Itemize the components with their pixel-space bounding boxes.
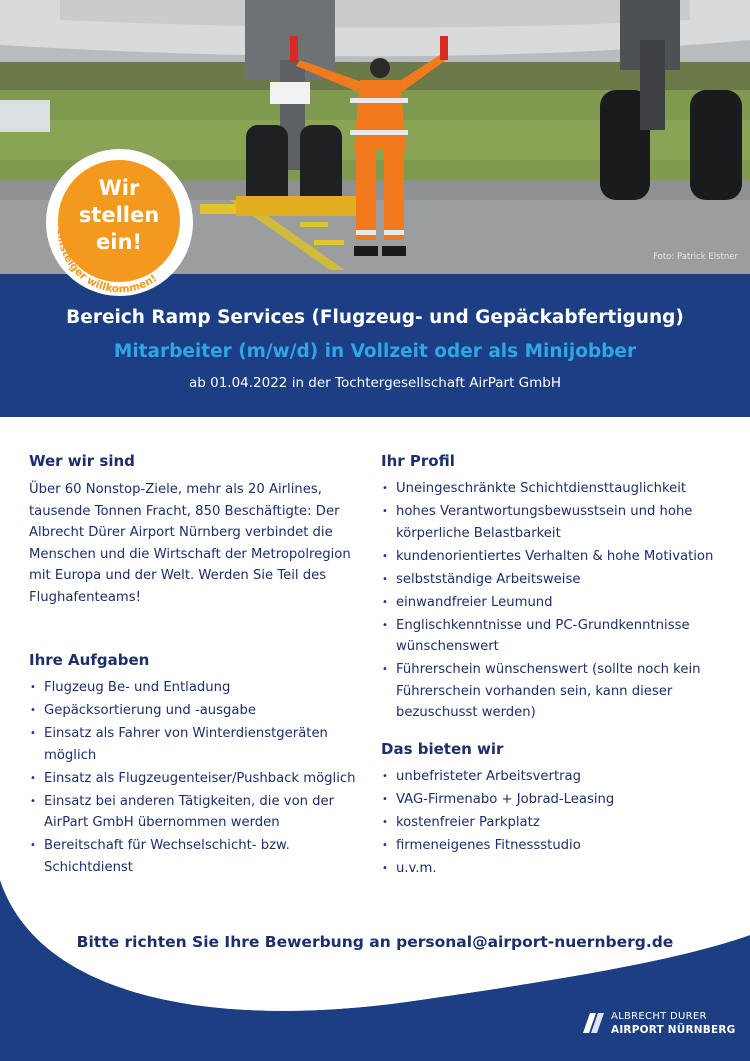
list-item: • kostenfreier Parkplatz <box>381 812 726 834</box>
hiring-badge <box>46 149 193 296</box>
list-item: • Flugzeug Be- und Entladung <box>29 677 364 699</box>
heading-wer-wir-sind: Wer wir sind <box>29 452 135 470</box>
application-cta: Bitte richten Sie Ihre Bewerbung an personal@airport-nuernberg.de <box>76 933 674 951</box>
svg-text:Quereinsteiger willkommen! <box>55 199 160 295</box>
list-item: • kundenorientiertes Verhalten & hohe Motivation <box>381 546 726 568</box>
badge-curved-text <box>46 149 193 296</box>
badge-line-3: ein! <box>96 230 142 254</box>
list-item: • Uneingeschränkte Schichtdiensttauglichkeit <box>381 478 726 500</box>
list-item: • hohes Verantwortungsbewusstsein und hohe körperliche Belastbarkeit <box>381 501 726 544</box>
logo-line-2: AIRPORT NÜRNBERG <box>611 1024 736 1036</box>
list-item: • VAG-Firmenabo + Jobrad-Leasing <box>381 789 726 811</box>
profil-list <box>381 478 726 724</box>
heading-aufgaben: Ihre Aufgaben <box>29 651 150 669</box>
section-aufgaben <box>29 651 364 878</box>
left-column <box>29 452 364 880</box>
section-profil <box>381 452 726 724</box>
photo-credit: Foto: Patrick Elstner <box>653 252 738 262</box>
list-item: • unbefristeter Arbeitsvertrag <box>381 766 726 788</box>
aufgaben-list <box>29 677 364 878</box>
list-item: • Einsatz als Flugzeugenteiser/Pushback möglich <box>29 768 364 790</box>
section-bieten <box>381 740 726 880</box>
section-wer-wir-sind <box>29 452 364 608</box>
list-item: • selbstständige Arbeitsweise <box>381 569 726 591</box>
department-title: Bereich Ramp Services (Flugzeug- und Gepäckabfertigung) <box>66 307 684 328</box>
bieten-list <box>381 766 726 880</box>
airport-logo <box>579 1006 739 1042</box>
heading-profil: Ihr Profil <box>381 452 455 470</box>
heading-bieten: Das bieten wir <box>381 739 504 758</box>
badge-curved-label: Quereinsteiger willkommen! <box>54 199 160 296</box>
list-item: • Englischkenntnisse und PC-Grundkenntnisse wünschenswert <box>381 615 726 658</box>
list-item: • Führerschein wünschenswert (sollte noch kein Führerschein vorhanden sein, kann dieser bezuschusst werden) <box>381 659 726 724</box>
list-item: • u.v.m. <box>381 858 726 880</box>
list-item: • firmeneigenes Fitnessstudio <box>381 835 726 857</box>
intro-text: Über 60 Nonstop-Ziele, mehr als 20 Airlines, tausende Tonnen Fracht, 850 Beschäftigte: Der Albrecht Dürer Airport Nürnberg verbindet die Menschen und die Wirtschaft der Metropolregion mit Europa und der Welt. Werden Sie Teil des Flughafenteams! <box>29 482 351 605</box>
list-item: • Einsatz bei anderen Tätigkeiten, die von der AirPart GmbH übernommen werden <box>29 791 364 834</box>
list-item: • Gepäcksortierung und -ausgabe <box>29 700 364 722</box>
right-column <box>381 452 726 881</box>
position-title: Mitarbeiter (m/w/d) in Vollzeit oder als Minijobber <box>113 341 637 362</box>
list-item: • Bereitschaft für Wechselschicht- bzw. Schichtdienst <box>29 835 364 878</box>
badge-line-2: stellen <box>78 203 160 227</box>
list-item: • Einsatz als Fahrer von Winterdienstgeräten möglich <box>29 723 364 766</box>
logo-mark-icon <box>579 1009 607 1037</box>
list-item: • einwandfreier Leumund <box>381 592 726 614</box>
badge-line-1: Wir <box>98 176 140 200</box>
start-date-subtitle: ab 01.04.2022 in der Tochtergesellschaft AirPart GmbH <box>188 375 562 391</box>
logo-line-1: ALBRECHT DURER <box>611 1011 707 1022</box>
